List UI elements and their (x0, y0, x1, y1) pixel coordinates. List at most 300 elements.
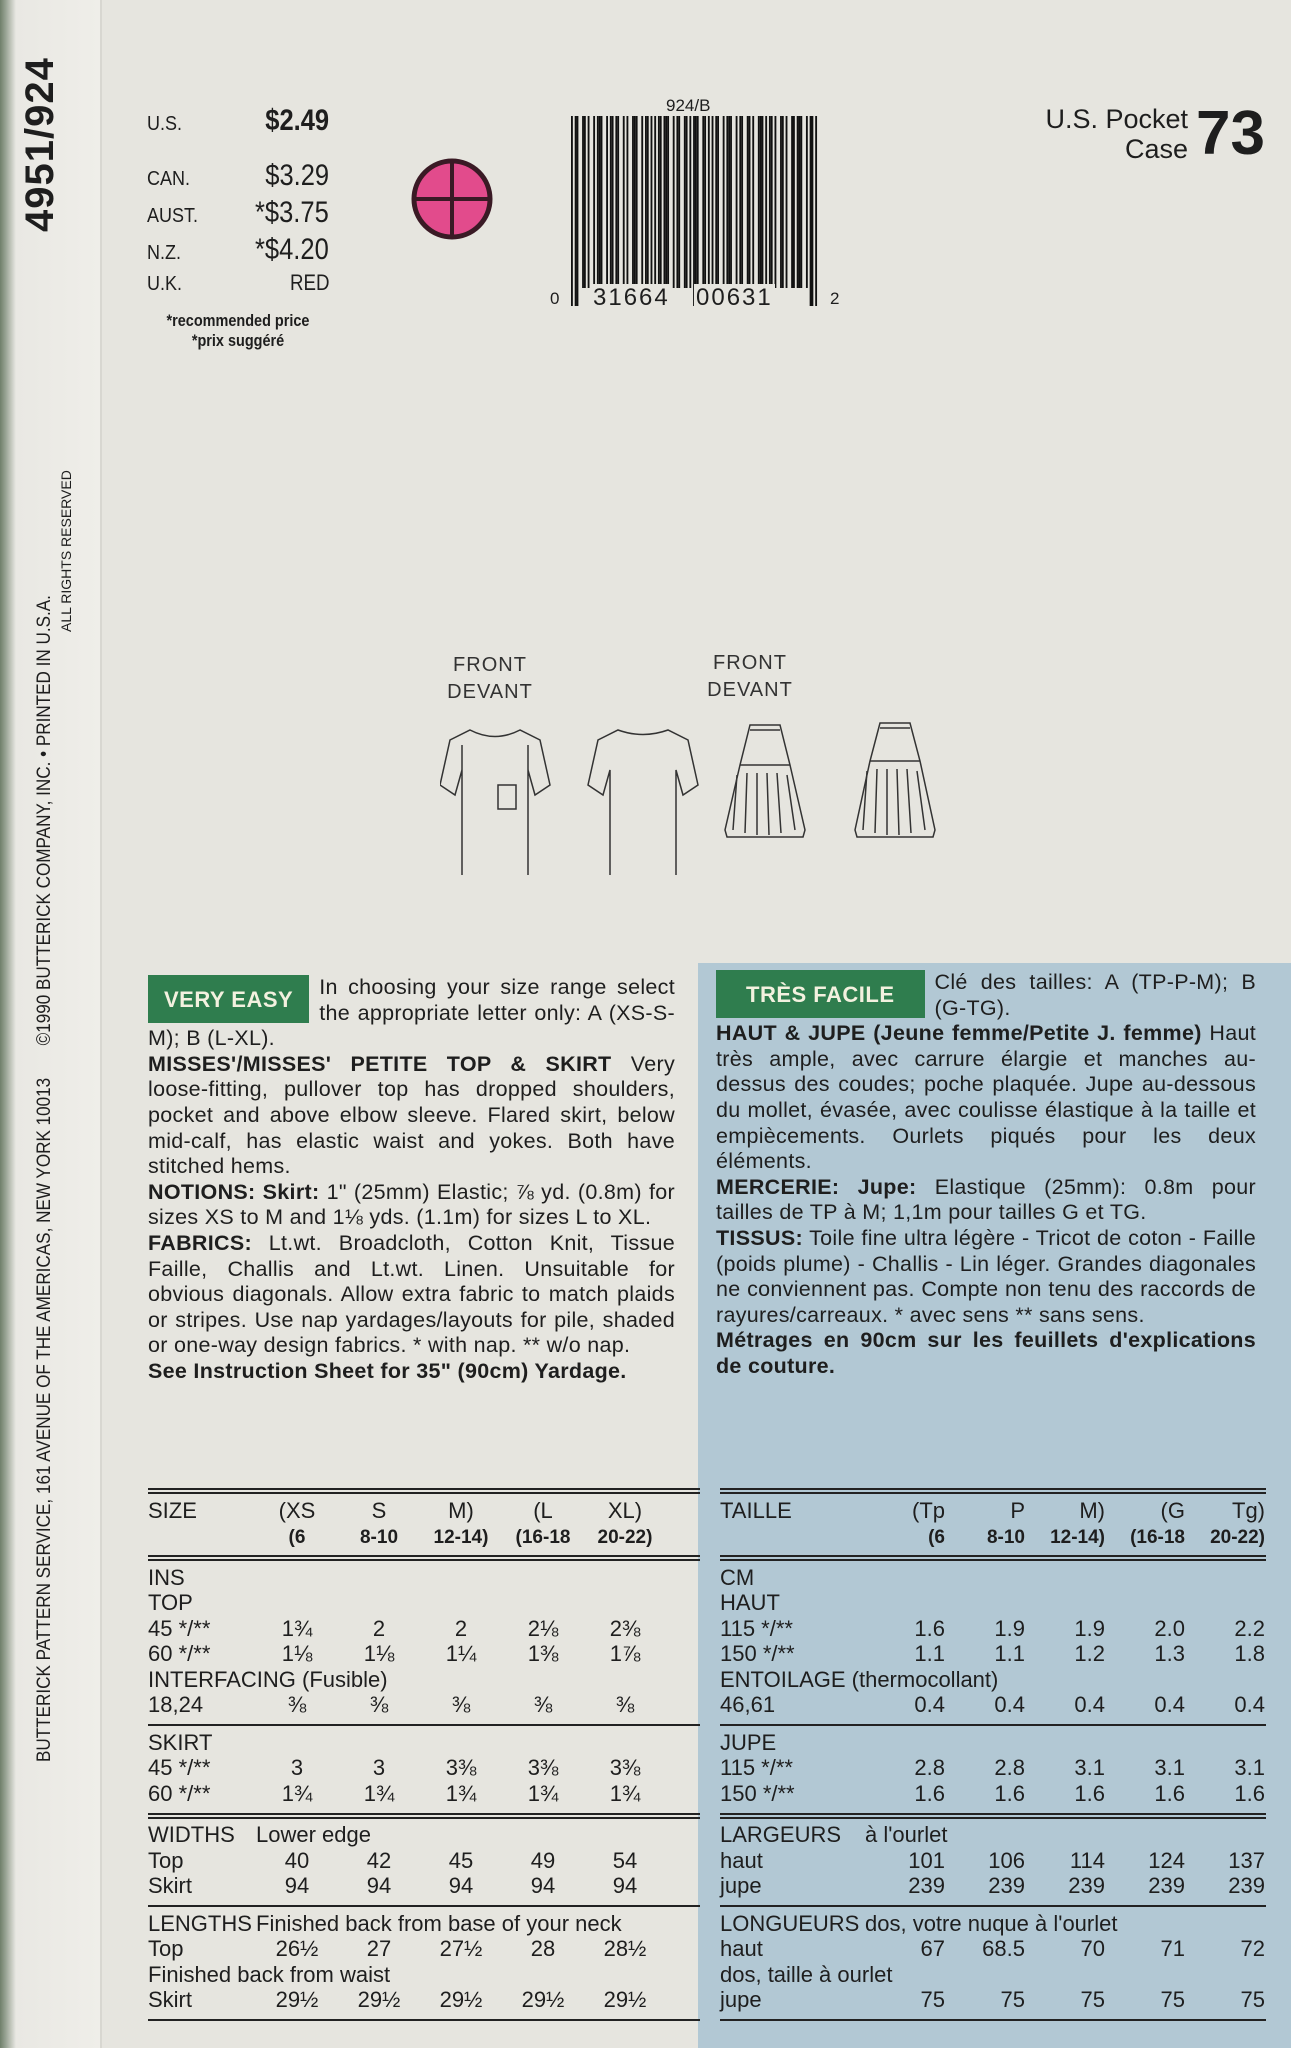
row-label: 45 */** (148, 1615, 211, 1641)
table-cell: 94 (612, 1873, 638, 1898)
barcode-bar (741, 116, 743, 288)
barcode-bar (597, 116, 599, 288)
barcode-bar (601, 116, 603, 288)
table-row (148, 1988, 700, 2014)
table-row (720, 1591, 1266, 1617)
barcode-bar (702, 116, 704, 288)
barcode-bar (606, 116, 608, 288)
table-cell: 1¾ (281, 1615, 313, 1641)
barcode-bar (782, 116, 784, 288)
table-row (720, 1565, 1266, 1591)
row-label: JUPE (720, 1729, 777, 1755)
barcode-bar (577, 116, 579, 306)
barcode-bar (658, 116, 660, 288)
table-row (720, 1848, 1266, 1874)
price-label: CAN. (147, 168, 191, 190)
table-cell: 1.9 (1074, 1615, 1105, 1641)
row-label: Top (148, 1847, 184, 1873)
row-label: 115 */** (720, 1615, 793, 1641)
barcode-bar (765, 116, 767, 288)
row-label: 46,61 (720, 1692, 776, 1717)
table-cell: 12-14) (1050, 1527, 1105, 1548)
table-cell: 94 (284, 1873, 310, 1898)
table-cell: (16-18 (1130, 1527, 1185, 1548)
upc-barcode (546, 96, 846, 316)
table-section (720, 1907, 1266, 2021)
table-row (720, 1730, 1266, 1756)
barcode-bar (599, 116, 601, 288)
barcode-bar (678, 116, 680, 288)
pocket-case-number: 73 (1196, 99, 1265, 168)
english-description (148, 975, 675, 1385)
instruction-note: See Instruction Sheet for 35" (90cm) Yardage. (148, 1358, 627, 1383)
price-row-uk (147, 270, 329, 307)
barcode-bar (667, 116, 669, 288)
row-label: jupe (720, 1987, 762, 2012)
barcode-bar (695, 116, 697, 306)
pocket-case (1045, 98, 1265, 169)
table-cell: M) (1079, 1497, 1105, 1523)
table-row (148, 1667, 700, 1693)
table-cell: 28½ (603, 1936, 647, 1961)
table-cell: 94 (366, 1873, 392, 1898)
row-label: TAILLE (720, 1497, 792, 1523)
table-cell: 2.2 (1234, 1615, 1265, 1641)
barcode-bar (726, 116, 728, 288)
table-cell: 72 (1240, 1936, 1265, 1961)
table-row (720, 1781, 1266, 1807)
table-cell: 0.4 (994, 1692, 1025, 1717)
table-section (148, 1907, 700, 2021)
french-description (716, 970, 1256, 1380)
barcode-bar (799, 116, 801, 288)
table-row (720, 1937, 1266, 1963)
row-label-suffix: (thermocollant) (845, 1666, 999, 1692)
table-cell: M) (448, 1497, 474, 1523)
table-cell: 68.5 (982, 1936, 1025, 1961)
case-label: Case (1125, 133, 1189, 164)
table-cell: XL) (607, 1497, 643, 1523)
barcode-bar (689, 116, 691, 288)
price-value: $2.49 (265, 104, 329, 137)
row-label: 60 */** (148, 1780, 211, 1806)
row-label: LENGTHS (148, 1910, 252, 1936)
table-cell: 27 (366, 1936, 392, 1961)
barcode-bars (571, 116, 821, 306)
table-cell: 1.1 (914, 1641, 945, 1666)
table-row (720, 1616, 1266, 1642)
table-cell: P (1010, 1497, 1025, 1523)
row-label: INTERFACING (148, 1666, 296, 1692)
table-cell: 1¾ (281, 1780, 313, 1806)
table-cell: 70 (1080, 1936, 1105, 1961)
table-row (720, 1642, 1266, 1668)
barcode-bar (758, 116, 760, 288)
barcode-bar (693, 116, 695, 306)
table-cell: 239 (1068, 1873, 1105, 1898)
barcode-bar (810, 116, 812, 306)
table-row (148, 1524, 700, 1550)
table-row (148, 1591, 700, 1617)
row-label: 60 */** (148, 1641, 211, 1666)
row-label: LARGEURS (720, 1822, 842, 1847)
table-cell: ⅜ (533, 1692, 553, 1717)
barcode-check-digit: 2 (830, 289, 840, 308)
table-section (148, 1726, 700, 1819)
price-row-nz (147, 233, 329, 270)
table-cell: 42 (366, 1847, 392, 1873)
table-section (148, 1488, 700, 1561)
table-cell: 75 (1240, 1987, 1265, 2012)
table-cell: ⅜ (451, 1692, 471, 1717)
table-cell: 3⅜ (445, 1755, 477, 1780)
table-cell: 8-10 (359, 1527, 399, 1548)
barcode-bar (584, 116, 586, 288)
top-front-drawing (440, 730, 550, 875)
table-cell: 124 (1148, 1847, 1185, 1873)
barcode-bar (728, 116, 730, 288)
barcode-bar (686, 116, 688, 288)
barcode-bar (571, 116, 573, 306)
price-label: AUST. (147, 205, 199, 227)
barcode-bar (615, 116, 617, 288)
table-cell: (Tp (912, 1497, 945, 1523)
price-label: N.Z. (147, 242, 182, 264)
table-cell: 20-22) (1210, 1527, 1265, 1548)
tres-facile-badge: TRÈS FACILE (716, 970, 925, 1018)
barcode-bar (717, 116, 719, 288)
table-cell: 1.6 (914, 1615, 945, 1641)
notions-label: NOTIONS: Skirt: (148, 1179, 320, 1204)
barcode-bar (723, 116, 725, 288)
table-cell: 1.1 (994, 1641, 1025, 1666)
mercerie-text: Elastique (25mm): 0.8m pour tailles de TP à M; 1,1m pour tailles G et TG. (716, 1174, 1256, 1225)
barcode-bar (780, 116, 782, 288)
fabrics-label: FABRICS: (148, 1230, 252, 1255)
row-note: à l'ourlet (865, 1822, 948, 1847)
table-cell: 3⅜ (527, 1755, 559, 1780)
barcode-bar (769, 116, 771, 288)
metrages-note: Métrages en 90cm sur les feuillets d'explications de couture. (716, 1328, 1256, 1378)
barcode-bar (654, 116, 656, 288)
table-row (148, 1565, 700, 1591)
barcode-bar (632, 116, 634, 288)
barcode-bar (793, 116, 795, 288)
skirt-back-drawing (855, 723, 935, 837)
very-easy-badge: VERY EASY (148, 975, 309, 1023)
row-note: Lower edge (256, 1822, 371, 1847)
publisher-address (34, 595, 56, 1762)
barcode-bar (665, 116, 667, 288)
table-cell: 75 (1160, 1987, 1185, 2012)
barcode-top-label: 924/B (666, 96, 711, 115)
table-section (720, 1726, 1266, 1819)
row-label: LONGUEURS (720, 1910, 860, 1936)
table-cell: ⅜ (369, 1692, 389, 1717)
barcode-bar (739, 116, 741, 288)
row-label: INS (148, 1564, 185, 1590)
table-row (148, 1874, 700, 1900)
barcode-bar (797, 116, 799, 288)
price-value: $3.29 (265, 159, 329, 192)
tissus-text: Toile fine ultra légère - Tricot de coton - Faille (poids plume) - Challis - Lin léger. Grandes diagonales ne conviennent pas. Compte non tenu des raccords de rayures/carreaux. * avec sens ** sans sens. (716, 1225, 1256, 1327)
table-cell: 28 (530, 1936, 556, 1961)
price-row-us (147, 104, 329, 141)
row-note: Finished back from base of your neck (256, 1910, 622, 1936)
barcode-bar (747, 116, 749, 288)
table-cell: 2.8 (914, 1755, 945, 1780)
table-cell: 3.1 (1234, 1755, 1265, 1780)
table-cell: 1¾ (445, 1780, 477, 1806)
yardage-table-french (700, 1488, 1266, 2021)
barcode-bar (815, 116, 817, 306)
row-label: HAUT (720, 1590, 780, 1615)
barcode-bar (730, 116, 732, 288)
pattern-description: Very loose-fitting, pullover top has dropped shoulders, pocket and above elbow sleeve. Flared skirt, below mid-calf, has elastic waist and yokes. Both have stitched hems. (148, 1051, 675, 1179)
table-cell: 75 (1080, 1987, 1105, 2012)
fabrics-text: Lt.wt. Broadcloth, Cotton Knit, Tissue Faille, Challis and Lt.wt. Linen. Unsuitable for obvious diagonals. Allow extra fabric to match plaids or stripes. Use nap yardages/layouts for pile, shaded or one-way design fabrics. * with nap. ** w/o nap. (148, 1230, 675, 1358)
barcode-bar (641, 116, 643, 288)
table-cell: 1.3 (1154, 1641, 1185, 1666)
table-cell: (XS (278, 1497, 316, 1523)
barcode-bar (684, 116, 686, 288)
table-row (148, 1730, 700, 1756)
row-label: SIZE (148, 1497, 197, 1523)
table-row (720, 1524, 1266, 1550)
table-cell: 1⅛ (281, 1641, 313, 1666)
table-row (148, 1781, 700, 1807)
table-cell: 1¼ (445, 1641, 477, 1666)
barcode-bar (676, 116, 678, 288)
table-cell: 29½ (521, 1987, 565, 2012)
notions-text: 1" (25mm) Elastic; ⅞ yd. (0.8m) for sizes XS to M and 1⅛ yds. (1.1m) for sizes L to XL. (148, 1179, 675, 1230)
front-label: FRONT (453, 654, 527, 676)
pattern-description-fr: Haut très ample, avec carrure élargie et manches au-dessus des coudes; poche plaquée. Jupe au-dessous du mollet, évasée, avec coulisse élastique à la taille et empiècements. Ourlets piqués pour les deux éléments. (716, 1021, 1256, 1174)
table-cell: 3 (290, 1755, 304, 1780)
barcode-bar (575, 116, 577, 306)
barcode-bar (760, 116, 762, 288)
table-cell: (6 (288, 1527, 306, 1548)
barcode-bar (791, 116, 793, 288)
price-value: *$4.20 (255, 233, 329, 266)
table-cell: 0.4 (1234, 1692, 1265, 1717)
barcode-bar (673, 116, 675, 288)
table-cell: 239 (1148, 1873, 1185, 1898)
barcode-bar (660, 116, 662, 288)
table-cell: (L (533, 1497, 553, 1523)
table-row (148, 1911, 700, 1937)
table-cell: 101 (908, 1847, 945, 1873)
barcode-bar (588, 116, 590, 288)
garment-illustrations (440, 715, 960, 875)
yardage-table-english (148, 1488, 700, 2021)
table-cell: 29½ (439, 1987, 483, 2012)
table-cell: 26½ (275, 1936, 319, 1961)
row-note: dos, votre nuque à l'ourlet (865, 1910, 1118, 1936)
price-label: U.K. (147, 273, 183, 295)
table-cell: 1⅛ (363, 1641, 395, 1666)
table-cell: 1.6 (994, 1780, 1025, 1806)
table-cell: 2.8 (994, 1755, 1025, 1780)
barcode-left-digits: 31664 (593, 284, 670, 311)
table-row (148, 1962, 700, 1988)
pattern-number: 4951/924 (18, 57, 62, 232)
barcode-bar (645, 116, 647, 288)
top-front-label (440, 652, 540, 706)
table-cell: 8-10 (986, 1527, 1025, 1548)
table-row (148, 1756, 700, 1782)
table-cell: S (371, 1497, 387, 1523)
price-list (147, 104, 329, 351)
recommended-price-note: *recommended price (166, 311, 310, 330)
pocket-label: U.S. Pocket (1045, 103, 1189, 134)
price-label: U.S. (147, 113, 183, 135)
table-row (720, 1823, 1266, 1849)
row-label: haut (720, 1936, 763, 1961)
table-row (720, 1498, 1266, 1524)
table-section (720, 1819, 1266, 1908)
table-cell: 29½ (603, 1987, 647, 2012)
barcode-bar (762, 116, 764, 288)
table-row (720, 1988, 1266, 2014)
table-section (720, 1488, 1266, 1561)
table-cell: 75 (1000, 1987, 1025, 2012)
table-cell: 94 (530, 1873, 556, 1898)
table-cell: 3.1 (1074, 1755, 1105, 1780)
table-cell: 114 (1069, 1847, 1105, 1873)
devant-label: DEVANT (707, 679, 793, 701)
table-row (720, 1667, 1266, 1693)
table-cell: 3.1 (1154, 1755, 1185, 1780)
table-cell: 1.6 (1074, 1780, 1105, 1806)
table-cell: 1.8 (1234, 1641, 1265, 1666)
table-cell: 1.6 (1234, 1780, 1265, 1806)
table-cell: 2.0 (1154, 1615, 1185, 1641)
table-cell: 1¾ (527, 1780, 559, 1806)
barcode-bar (704, 116, 706, 288)
price-row-can (147, 159, 329, 196)
table-cell: 45 (448, 1847, 474, 1873)
barcode-right-digits: 00631 (696, 284, 773, 311)
table-row (148, 1848, 700, 1874)
barcode-bar (623, 116, 625, 288)
barcode-bar (636, 116, 638, 288)
prix-suggere-note: *prix suggéré (191, 331, 285, 350)
table-row (720, 1911, 1266, 1937)
barcode-bar (736, 116, 738, 288)
table-cell: 3 (372, 1755, 386, 1780)
row-label: 45 */** (148, 1755, 211, 1780)
table-row (720, 1874, 1266, 1900)
pattern-title-fr: HAUT & JUPE (Jeune femme/Petite J. femme) (716, 1021, 1202, 1046)
pattern-title: MISSES'/MISSES' PETITE TOP & SKIRT (148, 1051, 612, 1076)
table-cell: 1⅜ (527, 1641, 559, 1666)
row-label: SKIRT (148, 1729, 213, 1755)
table-cell: 0.4 (1154, 1692, 1185, 1717)
row-label: Finished back from waist (148, 1961, 391, 1987)
skirt-front-label (700, 650, 800, 704)
table-cell: Tg) (1232, 1497, 1265, 1523)
skirt-front-drawing (725, 725, 805, 837)
barcode-bar (771, 116, 773, 288)
size-range-intro: In choosing your size range select the appropriate letter only: A (XS-S-M); B (L-XL). (148, 975, 675, 1051)
barcode-bar (697, 116, 699, 306)
table-cell: (16-18 (515, 1527, 571, 1548)
table-cell: 94 (448, 1873, 474, 1898)
table-cell: 137 (1228, 1847, 1265, 1873)
table-cell: 1.6 (1154, 1780, 1185, 1806)
table-cell: 2 (454, 1615, 468, 1641)
table-cell: 239 (1228, 1873, 1265, 1898)
price-value: *$3.75 (255, 196, 329, 229)
barcode-bar (593, 116, 595, 288)
row-label: Skirt (148, 1987, 192, 2012)
rights-text: ALL RIGHTS RESERVED (58, 470, 74, 632)
tissus-label: TISSUS: (716, 1225, 803, 1250)
table-cell: 12-14) (433, 1527, 489, 1548)
barcode-bar (749, 116, 751, 288)
row-label: 18,24 (148, 1692, 204, 1717)
table-cell: 2⅛ (527, 1615, 559, 1641)
table-row (148, 1693, 700, 1719)
table-cell: (6 (928, 1527, 945, 1548)
row-label: haut (720, 1847, 763, 1873)
price-value: RED (289, 270, 329, 295)
size-key-intro: Clé des tailles: A (TP-P-M); B (G-TG). (934, 970, 1256, 1020)
barcode-bar (647, 116, 649, 288)
table-row (148, 1616, 700, 1642)
mercerie-label: MERCERIE: Jupe: (716, 1174, 917, 1199)
row-label: Skirt (148, 1873, 192, 1898)
barcode-bar (651, 116, 653, 288)
table-row (720, 1693, 1266, 1719)
address-text: BUTTERICK PATTERN SERVICE, 161 AVENUE OF THE AMERICAS, NEW YORK 10013 (34, 1077, 55, 1762)
table-cell: 71 (1160, 1936, 1185, 1961)
table-cell: (G (1160, 1497, 1185, 1523)
barcode-bar (800, 116, 802, 288)
table-row (148, 1823, 700, 1849)
table-cell: 29½ (357, 1987, 401, 2012)
row-label: 150 */** (720, 1780, 795, 1806)
barcode-bar (775, 116, 777, 288)
table-section (720, 1561, 1266, 1726)
table-row (720, 1756, 1266, 1782)
barcode-bar (634, 116, 636, 288)
table-section (148, 1561, 700, 1726)
table-row (148, 1642, 700, 1668)
barcode-bar (786, 116, 788, 288)
barcode-bar (708, 116, 710, 288)
barcode-bar (612, 116, 614, 288)
table-cell: 1.2 (1074, 1641, 1105, 1666)
barcode-bar (617, 116, 619, 288)
row-label: Top (148, 1936, 184, 1961)
price-row-aust (147, 196, 329, 233)
barcode-bar (806, 116, 808, 288)
table-cell: 3⅜ (609, 1755, 641, 1780)
front-label: FRONT (713, 652, 787, 674)
registration-mark-icon (410, 157, 494, 241)
row-label: jupe (720, 1873, 762, 1898)
table-cell: ⅜ (287, 1692, 307, 1717)
table-cell: 49 (530, 1847, 556, 1873)
row-label: WIDTHS (148, 1822, 235, 1847)
table-cell: 27½ (439, 1936, 483, 1961)
table-cell: 0.4 (1074, 1692, 1105, 1717)
barcode-bar (752, 116, 754, 288)
table-cell: 67 (920, 1936, 945, 1961)
barcode-bar (664, 116, 666, 288)
